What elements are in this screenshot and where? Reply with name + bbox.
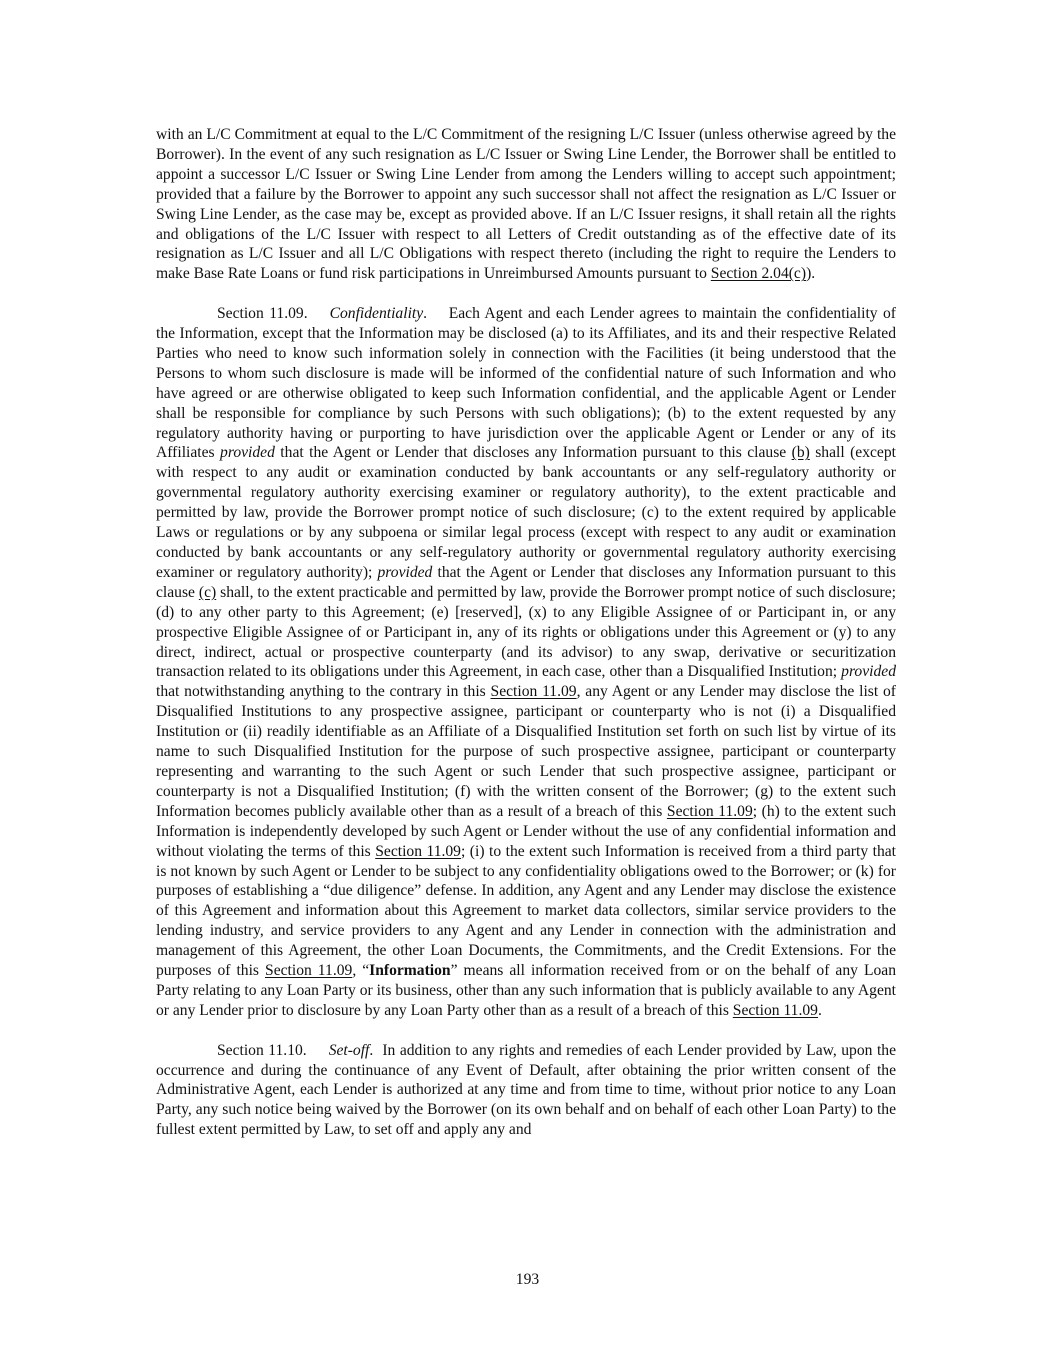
cross-reference-link[interactable]: Section 11.09: [732, 1001, 818, 1019]
paragraph-section-11-09: Section 11.09. Confidentiality. Each Agent and each Lender agrees to maintain the confidentiality of the Information, except that the Information may be disclosed (a) to its Affiliates, and its and their respective Related Parties who need to know such information solely in connection with the Facilities (it being understood that the Persons to whom such disclosure is made will be informed of the confidential nature of such Information and who have agreed or are otherwise obligated to keep such Information confidential, and the applicable Agent or Lender shall be responsible for compliance by such Persons with such obligations); (b) to the extent requested by any regulatory authority having or purporting to have jurisdiction over the applicable Agent or Lender or any of its Affiliates provided that the Agent or Lender that discloses any Information pursuant to this clause (b) shall (except with respect to any audit or examination conducted by bank accountants or any self-regulatory authority or governmental regulatory authority exercising examiner or regulatory authority), to the extent practicable and permitted by law, provide the Borrower prompt notice of such disclosure; (c) to the extent required by applicable Laws or regulations or by any subpoena or similar legal process (except with respect to any audit or examination conducted by bank accountants or any self-regulatory authority or governmental regulatory authority exercising examiner or regulatory authority); provided that the Agent or Lender that discloses any Information pursuant to this clause (c) shall, to the extent practicable and permitted by law, provide the Borrower prompt notice of such disclosure; (d) to any other party to this Agreement; (e) [reserved], (x) to any Eligible Assignee of or Participant in, or any prospective Eligible Assignee of or Participant in, any of its rights or obligations under this Agreement or (y) to any direct, indirect, actual or prospective counterparty (and its advisor) to any swap, derivative or securitization transaction related to its obligations under this Agreement, in each case, other than a Disqualified Institution; provided that notwithstanding anything to the contrary in this Section 11.09, any Agent or any Lender may disclose the list of Disqualified Institutions to any prospective assignee, participant or counterparty who is not (i) a Disqualified Institution or (ii) readily identifiable as an Affiliate of a Disqualified Institution set forth on such list by virtue of its name to such Disqualified Institution for the purpose of such prospective assignee, participant or counterparty representing and warranting to the such Agent or such Lender that such prospective assignee, participant or counterparty is not a Disqualified Institution; (f) with the written consent of the Borrower; (g) to the extent such Information becomes publicly available other than as a result of a breach of this Section 11.09; (h) to the extent such Information is independently developed by such Agent or Lender without the use of any confidential information and without violating the terms of this Section 11.09; (i) to the extent such Information is received from a third party that is not known by such Agent or Lender to be subject to any confidentiality obligations owed to the Borrower; or (k) for purposes of establishing a “due diligence” defense. In addition, any Agent and any Lender may disclose the existence of this Agreement and information about this Agreement to market data collectors, similar service providers to the lending industry, and service providers to any Agent and any Lender in connection with the administration and management of this Agreement, the other Loan Documents, the Commitments, and the Credit Extensions. For the purposes of this Section 11.09, “Information” means all information received from or on the behalf of any Loan Party relating to any Loan Party or its business, other than any such information that is publicly available to any Agent or any Lender prior to disclosure by any Loan Party other than as a result of a breach of this Section 11.09.: [156, 305, 897, 1019]
emphasis-text: provided: [220, 444, 275, 462]
section-number: Section 11.09.: [217, 305, 308, 323]
clause-reference: (b): [791, 444, 810, 462]
emphasis-text: provided: [841, 663, 896, 681]
paragraph-continuation: [156, 125, 896, 284]
text-run: that notwithstanding anything to the contrary in this: [156, 683, 491, 701]
document-body: [156, 125, 896, 1160]
text-run: shall (except with respect to any audit or examination conducted by bank accountants or any self-regulatory authority or governmental regulatory authority exercising examiner or regulatory authority), to the extent practicable and permitted by law, provide the Borrower prompt notice of such disclosure; (c) to the extent required by applicable Laws or regulations or by any subpoena or similar legal process (except with respect to any audit or examination conducted by bank accountants or any self-regulatory authority or governmental regulatory authority exercising examiner or regulatory authority);: [156, 444, 896, 581]
text-run: ” means all information received from or on the behalf of any Loan Party relating to any Loan Party or its business, other than any such information that is publicly available to any Agent or any Lender prior to disclosure by any Loan Party other than as a result of a breach of this: [156, 962, 896, 1019]
cross-reference-link[interactable]: Section 11.09: [490, 683, 577, 701]
section-number: Section 11.10.: [217, 1041, 307, 1059]
section-title: Set-off: [328, 1041, 370, 1059]
text-run: Each Agent and each Lender agrees to maintain the confidentiality of the Information, except that the Information may be disclosed (a) to its Affiliates, and its and their respective Related Parties who need to know such information solely in connection with the Facilities (it being understood that the Persons to whom such disclosure is made will be informed of the confidential nature of such Information and who have agreed or are otherwise obligated to keep such Information confidential, and the applicable Agent or Lender shall be responsible for compliance by such Persons with such obligations); (b) to the extent requested by any regulatory authority having or purporting to have jurisdiction over the applicable Agent or Lender or any of its Affiliates: [156, 305, 896, 462]
cross-reference-link[interactable]: Section 11.09: [375, 842, 461, 860]
text-run: that the Agent or Lender that discloses any Information pursuant to this clause: [156, 563, 896, 601]
text-run: .: [817, 1001, 822, 1019]
text-run: shall, to the extent practicable and permitted by law, provide the Borrower prompt notice of such disclosure; (d) to any other party to this Agreement; (e) [reserved], (x) to any Eligible Assignee of or Participant in, or any prospective Eligible Assignee of or Participant in, any of its rights or obligations under this Agreement or (y) to any direct, indirect, actual or prospective counterparty (and its advisor) to any swap, derivative or securitization transaction related to its obligations under this Agreement, in each case, other than a Disqualified Institution;: [156, 583, 896, 681]
text-run: In addition to any rights and remedies of each Lender provided by Law, upon the occurrence and during the continuance of any Event of Default, after obtaining the prior written consent of the Administrative Agent, each Lender is authorized at any time and from time to time, without prior notice to any Loan Party, any such notice being waived by the Borrower (on its own behalf and on behalf of each other Loan Party) to the fullest extent permitted by Law, to set off and apply any and: [156, 1041, 897, 1139]
defined-term: Information: [369, 962, 451, 980]
page-number: 193: [515, 1271, 540, 1288]
text-run: ; (h) to the extent such Information is independently developed by such Agent or Lender without the use of any confidential information and without violating the terms of this: [156, 802, 897, 860]
clause-reference: (c): [198, 583, 217, 601]
cross-reference-link[interactable]: Section 11.09: [265, 962, 353, 980]
text-run: ; (i) to the extent such Information is received from a third party that is not known by such Agent or Lender to be subject to any confidentiality obligations owed to the Borrower; or (k) for purposes of establishing a “due diligence” defense. In addition, any Agent and any Lender may disclose the existence of this Agreement and information about this Agreement to market data collectors, similar service providers to the lending industry, and service providers to any Agent and any Lender in connection with the administration and management of this Agreement, the other Loan Documents, the Commitments, and the Credit Extensions. For the purposes of this: [156, 842, 896, 980]
paragraph-section-11-10: Section 11.10. Set-off. In addition to any rights and remedies of each Lender provided by Law, upon the occurrence and during the continuance of any Event of Default, after obtaining the prior written consent of the Administrative Agent, each Lender is authorized at any time and from time to time, without prior notice to any Loan Party, any such notice being waived by the Borrower (on its own behalf and on behalf of each other Loan Party) to the fullest extent permitted by Law, to set off and apply any and: [156, 1041, 897, 1139]
text-run: that the Agent or Lender that discloses any Information pursuant to this clause: [274, 444, 792, 462]
cross-reference-link[interactable]: Section 2.04(c): [710, 265, 807, 283]
text-run: , any Agent or any Lender may disclose the list of Disqualified Institutions to any prospective assignee, participant or counterparty who is not (i) a Disqualified Institution or (ii) readily identifiable as an Affiliate of a Disqualified Institution set forth on such list by virtue of its name to such Disqualified Institution for the purpose of such prospective assignee, participant or counterparty representing and warranting to the such Agent or such Lender that such prospective assignee, participant or counterparty is not a Disqualified Institution; (f) with the written consent of the Borrower; (g) to the extent such Information becomes publicly available other than as a result of a breach of this: [156, 683, 896, 820]
section-title: Confidentiality: [329, 305, 424, 323]
text-run: with an L/C Commitment at equal to the L/C Commitment of the resigning L/C Issuer (unless otherwise agreed by the Borrower). In the event of any such resignation as L/C Issuer or Swing Line Lender, the Borrower shall be entitled to appoint a successor L/C Issuer or Swing Line Lender from among the Lenders willing to accept such appointment; provided that a failure by the Borrower to appoint any such successor shall not affect the resignation as L/C Issuer or Swing Line Lender, as the case may be, except as provided above. If an L/C Issuer resigns, it shall retain all the rights and obligations of the L/C Issuer with respect to all Letters of Credit outstanding as of the effective date of its resignation as L/C Issuer and all L/C Obligations with respect thereto (including the right to require the Lenders to make Base Rate Loans or fund risk participations in Unreimbursed Amounts pursuant to: [156, 126, 896, 283]
emphasis-text: provided: [377, 563, 433, 581]
cross-reference-link[interactable]: Section 11.09: [666, 802, 753, 820]
text-run: , “: [352, 962, 370, 980]
text-run: ).: [806, 265, 816, 283]
